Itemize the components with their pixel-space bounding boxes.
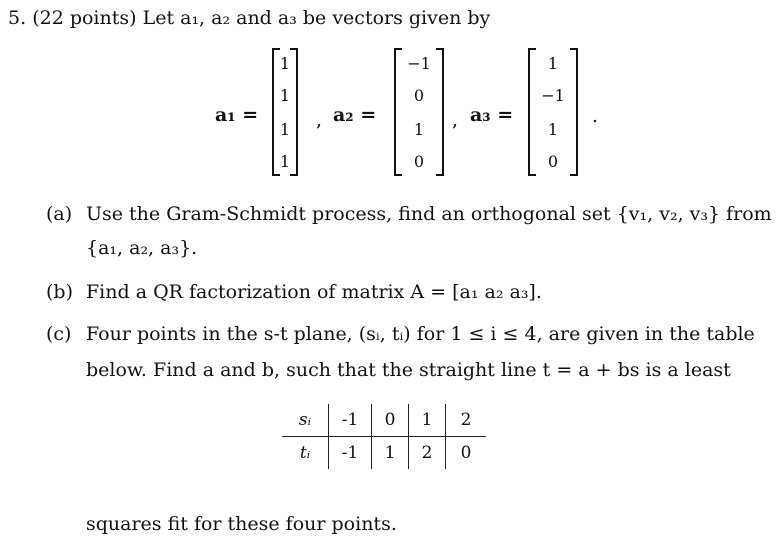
part-b-label: (b) (46, 281, 73, 303)
part-c-line1: Four points in the s-t plane, (sᵢ, tᵢ) for 1 ≤ i ≤ 4, are given in the table (86, 323, 755, 345)
vector-a3-matrix (528, 48, 578, 176)
table-cell: 2 (409, 437, 446, 470)
vector-a3-label: a₃ = (470, 104, 514, 126)
table-cell: 0 (372, 404, 409, 437)
table-cell: -1 (329, 404, 372, 437)
vector-a2-matrix (394, 48, 444, 176)
problem-heading (8, 6, 490, 30)
vector-a1-matrix (272, 48, 298, 176)
vector-a2-entry: −1 (407, 54, 431, 73)
part-c-label: (c) (46, 323, 72, 345)
vector-a3-entry: 1 (547, 54, 559, 73)
vector-a3-entry: −1 (541, 86, 565, 105)
vector-a1-entry: 1 (279, 120, 291, 139)
part-c-line3: squares fit for these four points. (86, 513, 397, 535)
vector-a1-entry: 1 (279, 86, 291, 105)
problem-points: (22 points) (32, 7, 137, 29)
vector-a3-entry: 0 (547, 152, 559, 171)
vector-a2-separator: , (452, 109, 459, 131)
part-b-line1: Find a QR factorization of matrix A = [a₁ a₂ a₃]. (86, 281, 542, 303)
vector-a1-entry: 1 (279, 54, 291, 73)
table-row (282, 437, 486, 470)
part-c-line2: below. Find a and b, such that the straight line t = a + bs is a least (86, 359, 731, 381)
table-cell: 2 (446, 404, 487, 437)
vector-a2-entry: 0 (413, 152, 425, 171)
vector-a2-entry: 0 (413, 86, 425, 105)
problem-number: 5. (8, 7, 27, 29)
vector-a1-separator: , (316, 109, 323, 131)
table-cell: 0 (446, 437, 487, 470)
table-cell: -1 (329, 437, 372, 470)
table-row-header: tᵢ (282, 437, 329, 470)
vector-a1-label: a₁ = (215, 104, 259, 126)
table-cell: 1 (409, 404, 446, 437)
table-row (282, 404, 486, 437)
vector-a3-entry: 1 (547, 120, 559, 139)
vector-a3-separator: . (592, 105, 599, 127)
vector-a1-entry: 1 (279, 152, 291, 171)
table-cell: 1 (372, 437, 409, 470)
vector-a2-label: a₂ = (333, 104, 377, 126)
problem-intro: Let a₁, a₂ and a₃ be vectors given by (142, 7, 491, 29)
part-a-line1: Use the Gram-Schmidt process, find an orthogonal set {v₁, v₂, v₃} from (86, 203, 772, 225)
points-table (282, 404, 486, 469)
vector-a2-entry: 1 (413, 120, 425, 139)
table-row-header: sᵢ (282, 404, 329, 437)
part-a-label: (a) (46, 203, 73, 225)
part-a-line2: {a₁, a₂, a₃}. (86, 237, 198, 259)
